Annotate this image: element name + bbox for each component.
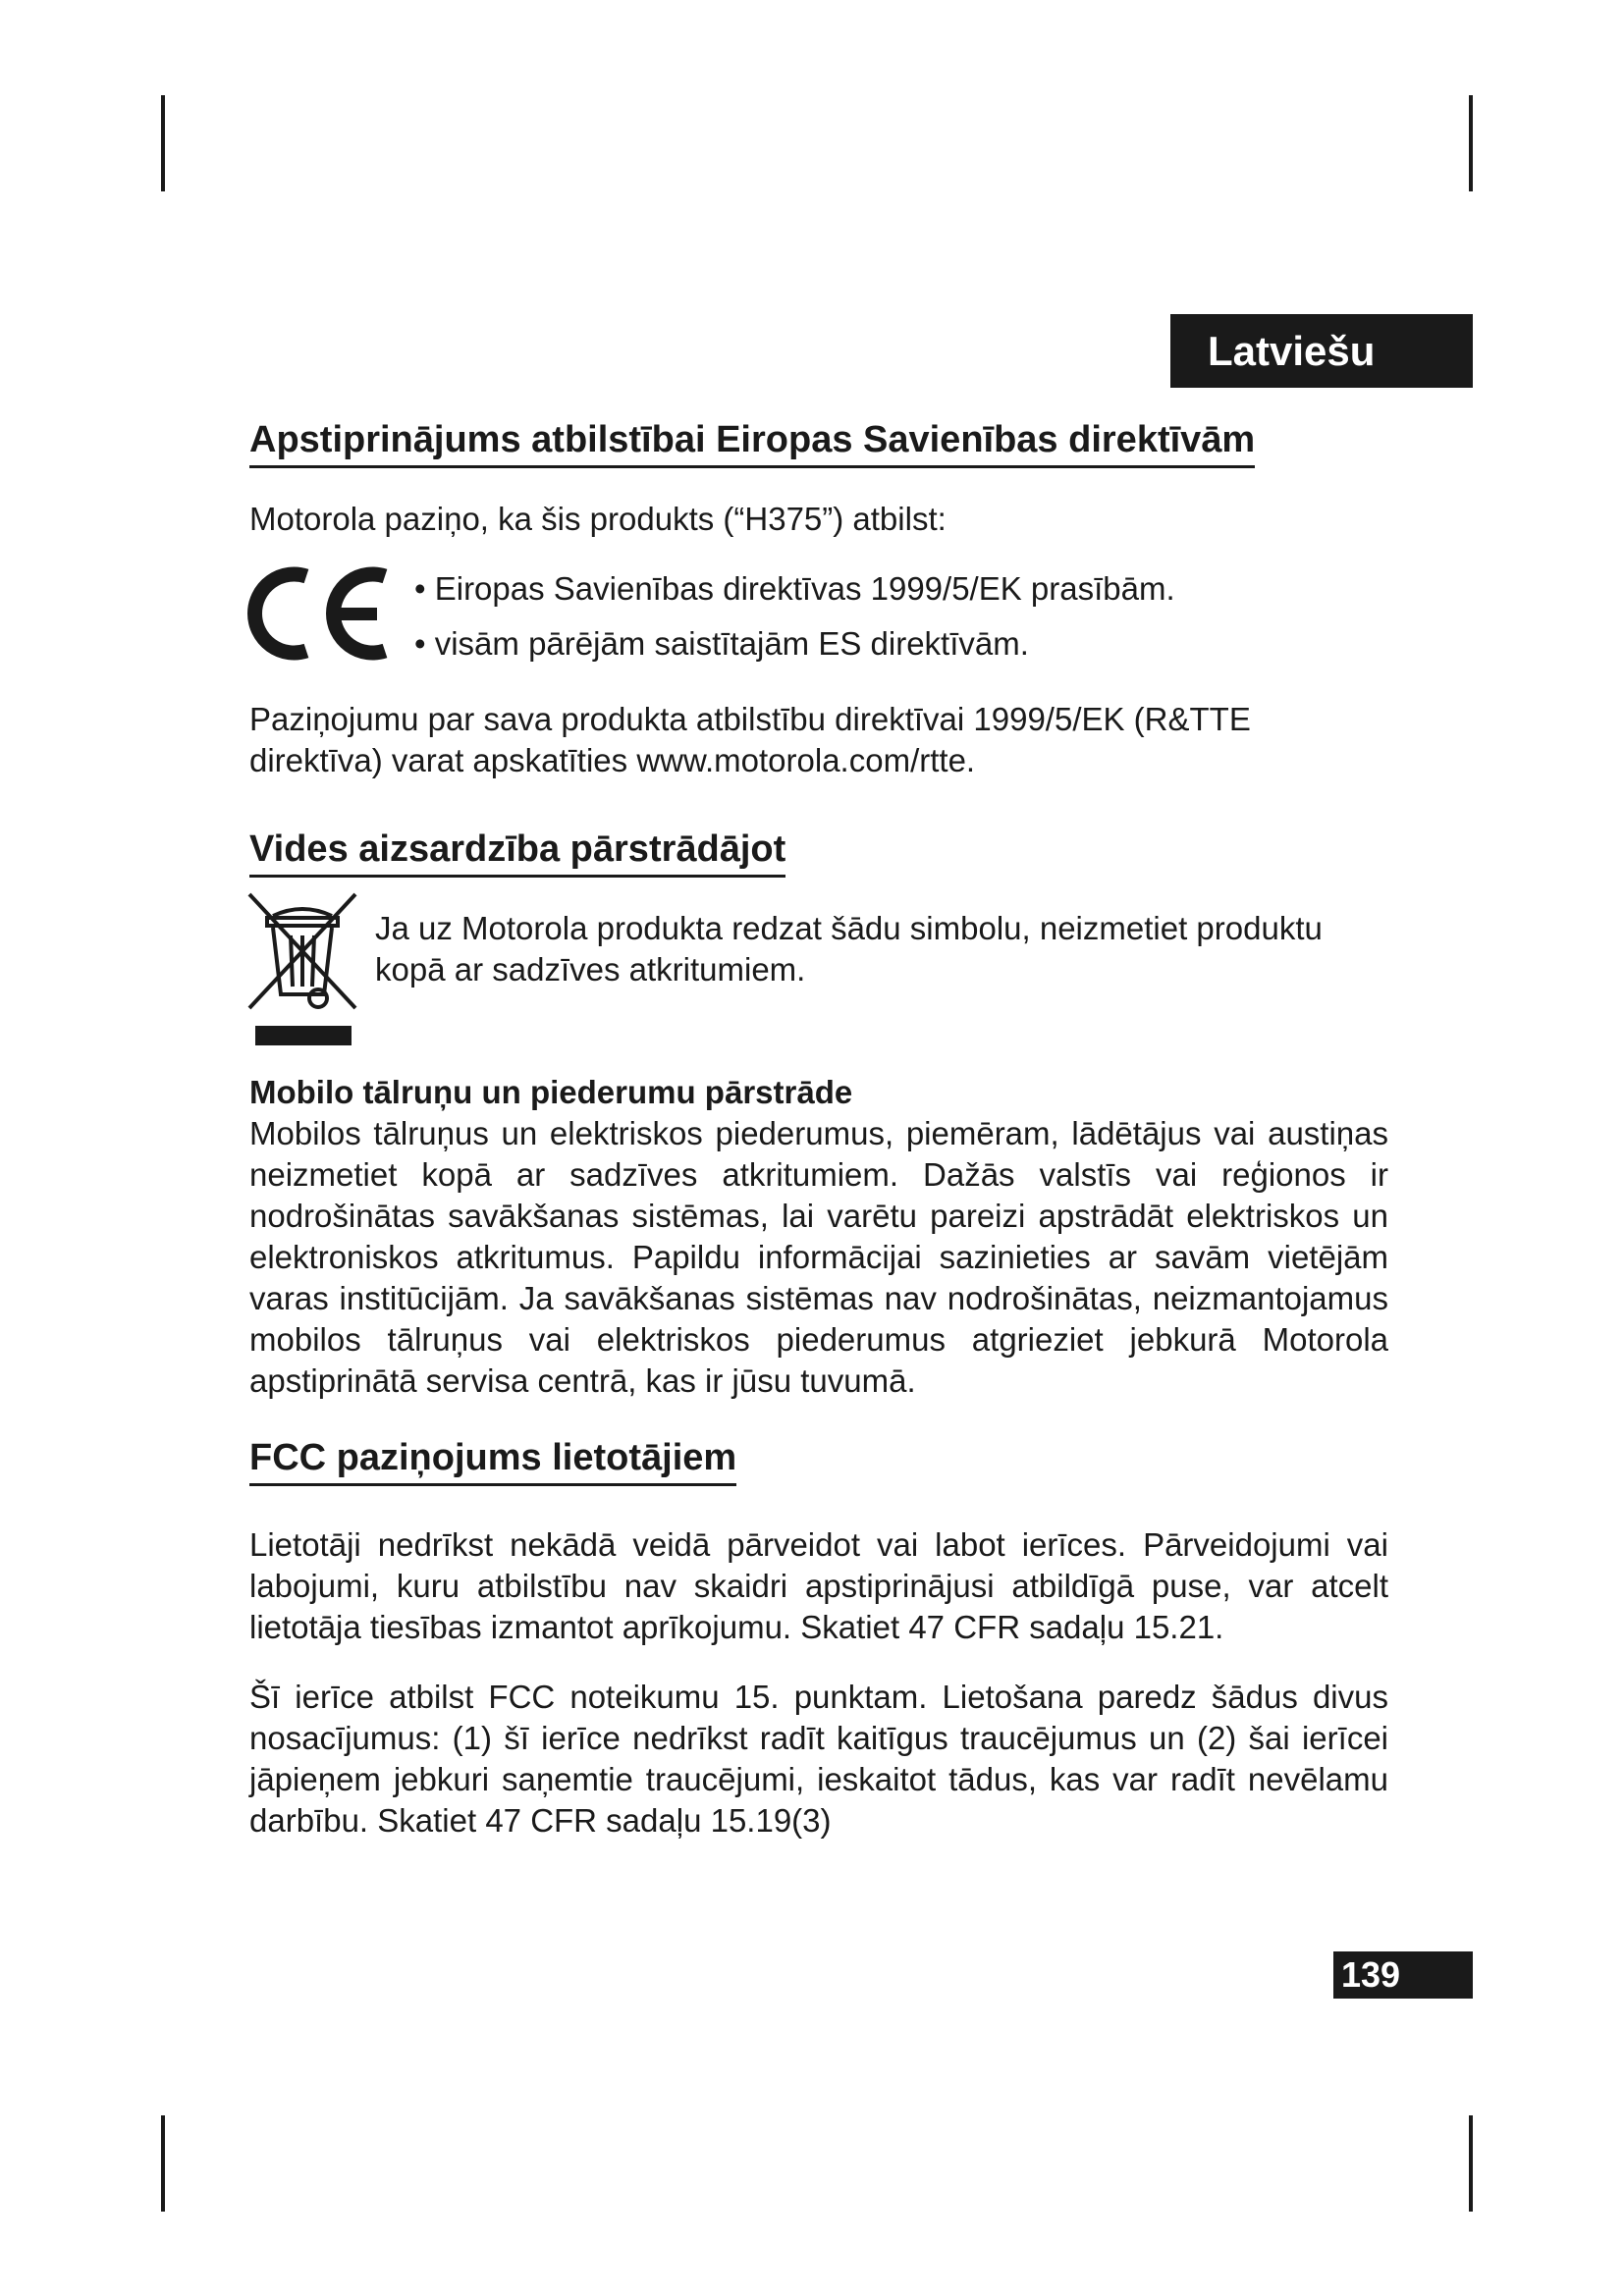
crop-mark-top-left	[161, 95, 165, 191]
page-number: 139	[1333, 1951, 1473, 1999]
section-heading-eu-compliance: Apstiprinājums atbilstībai Eiropas Savienības direktīvām	[249, 420, 1255, 468]
crossed-out-bin-icon	[245, 888, 361, 1045]
compliance-statement: Paziņojumu par sava produkta atbilstību direktīvai 1999/5/EK (R&TTE direktīva) varat apskatīties www.motorola.com/rtte.	[249, 701, 1251, 778]
language-tab: Latviešu	[1170, 314, 1473, 388]
section-heading-fcc: FCC paziņojums lietotājiem	[249, 1438, 736, 1486]
recycling-symbol-text: Ja uz Motorola produkta redzat šādu simbolu, neizmetiet produktu kopā ar sadzīves atkritumiem.	[375, 910, 1323, 988]
ce-mark-icon	[245, 564, 393, 663]
compliance-bullet-list	[414, 561, 1175, 671]
recycling-subheading: Mobilo tālruņu un piederumu pārstrāde	[249, 1074, 853, 1110]
section-heading-recycling: Vides aizsardzība pārstrādājot	[249, 829, 785, 878]
list-item: • Eiropas Savienības direktīvas 1999/5/EK prasībām.	[414, 570, 1175, 607]
recycling-body: Mobilos tālruņus un elektriskos piederumus, piemēram, lādētājus vai austiņas neizmetiet kopā ar sadzīves atkritumiem. Dažās valstīs vai reģionos ir nodrošinātas savākšanas sistēmas, lai varētu pareizi apstrādāt elektriskos un elektroniskos atkritumus. Papildu informācijai sazinieties ar savām vietējām varas institūcijām. Ja savākšanas sistēmas nav nodrošinātas, neizmantojamus mobilos tālruņus vai elektriskos piederumus atgrieziet jebkurā Motorola apstiprinātā servisa centrā, kas ir jūsu tuvumā.	[249, 1115, 1388, 1399]
fcc-paragraph-2: Šī ierīce atbilst FCC noteikumu 15. punktam. Lietošana paredz šādus divus nosacījumus: (1) šī ierīce nedrīkst radīt kaitīgus traucējumus un (2) šai ierīcei jāpieņem jebkuri saņemtie traucējumi, ieskaitot tādus, kas var radīt nevēlamu darbību. Skatiet 47 CFR sadaļu 15.19(3)	[249, 1679, 1388, 1839]
compliance-intro: Motorola paziņo, ka šis produkts (“H375”) atbilst:	[249, 501, 947, 537]
crop-mark-top-right	[1469, 95, 1473, 191]
crop-mark-bottom-left	[161, 2115, 165, 2212]
list-item: • visām pārējām saistītajām ES direktīvām.	[414, 625, 1029, 662]
crop-mark-bottom-right	[1469, 2115, 1473, 2212]
fcc-paragraph-1: Lietotāji nedrīkst nekādā veidā pārveidot vai labot ierīces. Pārveidojumi vai labojumi, kuru atbilstību nav skaidri apstiprinājusi atbildīgā puse, var atcelt lietotāja tiesības izmantot aprīkojumu. Skatiet 47 CFR sadaļu 15.21.	[249, 1526, 1388, 1645]
